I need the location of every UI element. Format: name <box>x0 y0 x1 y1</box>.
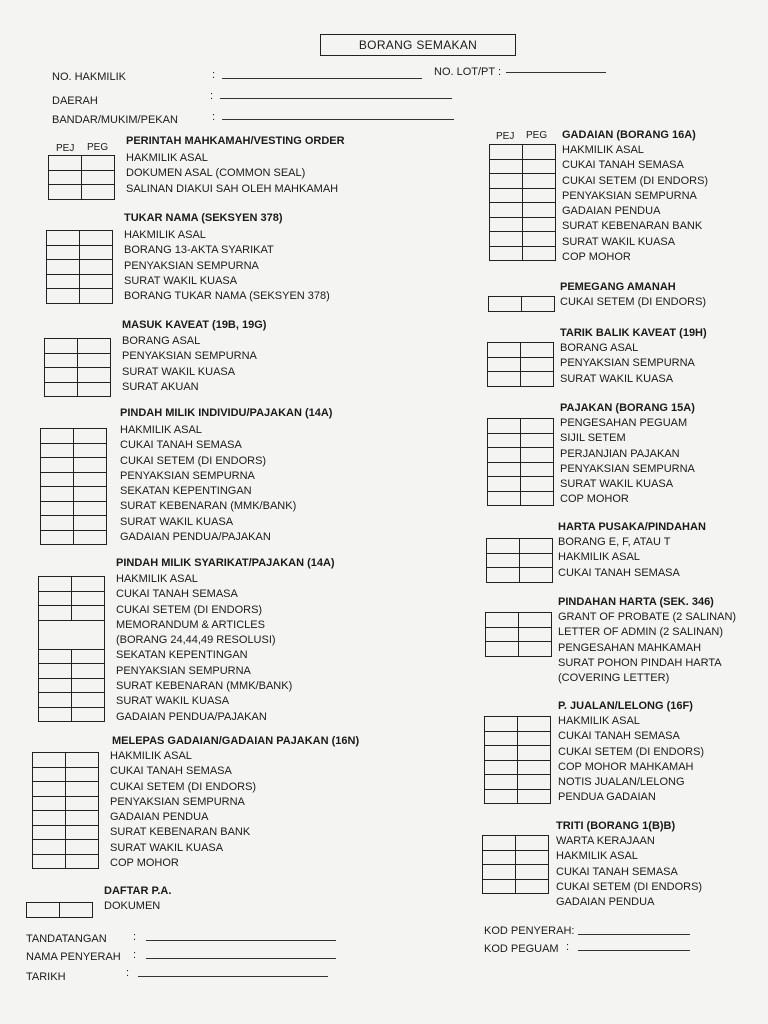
item: PENDUA GADAIAN <box>558 791 656 804</box>
section-title: PAJAKAN (BORANG 15A) <box>560 402 695 414</box>
item: CUKAI SETEM (DI ENDORS) <box>116 603 263 616</box>
section-items <box>558 610 736 686</box>
no-hakmilik-field[interactable] <box>222 78 422 79</box>
item: HAKMILIK ASAL <box>558 551 640 564</box>
item: PENGESAHAN PEGUAM <box>560 417 688 429</box>
section-items <box>558 535 680 581</box>
item: PENYAKSIAN SEMPURNA <box>116 664 251 677</box>
kod-peguam-field[interactable] <box>578 950 690 951</box>
checkbox-grid[interactable] <box>48 155 115 200</box>
item: COP MOHOR <box>560 493 629 506</box>
section-items <box>558 714 704 806</box>
item: SURAT WAKIL KUASA <box>562 235 676 248</box>
tarikh-field[interactable] <box>138 976 328 977</box>
item: SURAT WAKIL KUASA <box>122 365 236 378</box>
item: PENYAKSIAN SEMPURNA <box>124 259 259 272</box>
item: GADAIAN PENDUA <box>562 205 661 218</box>
section-title: DAFTAR P.A. <box>104 885 172 897</box>
item: BORANG E, F, ATAU T <box>558 536 671 548</box>
tarikh-label: TARIKH <box>26 971 66 983</box>
item: SEKATAN KEPENTINGAN <box>120 485 252 498</box>
checkbox-grid[interactable] <box>40 428 107 545</box>
item: MEMORANDUM & ARTICLES <box>116 618 265 631</box>
item: PENGESAHAN MAHKAMAH <box>558 641 702 654</box>
section-title: TARIK BALIK KAVEAT (19H) <box>560 327 707 339</box>
nama-penyerah-field[interactable] <box>146 958 336 959</box>
item: CUKAI SETEM (DI ENDORS) <box>558 745 705 758</box>
item: GADAIAN PENDUA/PAJAKAN <box>116 710 267 723</box>
item: GRANT OF PROBATE (2 SALINAN) <box>558 611 737 623</box>
item: PENYAKSIAN SEMPURNA <box>110 795 245 808</box>
item: DOKUMEN <box>104 900 161 912</box>
item: SIJIL SETEM <box>560 432 626 445</box>
item: GADAIAN PENDUA <box>110 811 209 824</box>
kod-penyerah-label: KOD PENYERAH: <box>484 925 575 937</box>
section-title: MELEPAS GADAIAN/GADAIAN PAJAKAN (16N) <box>112 735 360 747</box>
item: PENYAKSIAN SEMPURNA <box>562 189 697 202</box>
colon: : <box>133 949 137 961</box>
bandar-field[interactable] <box>222 119 454 120</box>
section-title: GADAIAN (BORANG 16A) <box>562 129 696 141</box>
item: CUKAI TANAH SEMASA <box>562 159 684 172</box>
checkbox-grid[interactable] <box>44 338 111 397</box>
item: WARTA KERAJAAN <box>556 835 655 847</box>
item: SURAT KEBENARAN (MMK/BANK) <box>120 500 297 513</box>
nama-penyerah-label: NAMA PENYERAH <box>26 951 121 963</box>
item: HAKMILIK ASAL <box>558 715 640 727</box>
item: BORANG ASAL <box>122 335 201 347</box>
checkbox-grid[interactable] <box>38 576 105 722</box>
section-items <box>562 143 708 265</box>
item: (BORANG 24,44,49 RESOLUSI) <box>116 634 276 647</box>
peg-header: PEG <box>87 142 109 153</box>
item: CUKAI TANAH SEMASA <box>116 588 238 601</box>
section-items <box>116 572 292 725</box>
section-title: TRITI (BORANG 1(B)B) <box>556 820 676 832</box>
item: CUKAI TANAH SEMASA <box>558 566 680 579</box>
section-title: MASUK KAVEAT (19B, 19G) <box>122 319 267 331</box>
item: CUKAI SETEM (DI ENDORS) <box>562 174 709 187</box>
no-hakmilik-label: NO. HAKMILIK <box>52 71 126 83</box>
item: PERJANJIAN PAJAKAN <box>560 447 680 460</box>
item: SEKATAN KEPENTINGAN <box>116 649 248 662</box>
checkbox-grid[interactable] <box>26 902 93 918</box>
item: COP MOHOR MAHKAMAH <box>558 760 694 773</box>
colon: : <box>212 111 216 123</box>
kod-peguam-label: KOD PEGUAM <box>484 943 559 955</box>
item: CUKAI TANAH SEMASA <box>120 439 242 452</box>
checkbox-grid[interactable] <box>489 144 556 261</box>
section-items <box>124 228 330 304</box>
item: SURAT KEBENARAN BANK <box>562 220 703 233</box>
item: BORANG TUKAR NAMA (SEKSYEN 378) <box>124 290 330 303</box>
item: SURAT WAKIL KUASA <box>560 372 674 385</box>
item: SURAT POHON PINDAH HARTA <box>558 656 722 669</box>
item: HAKMILIK ASAL <box>116 573 198 585</box>
section-items <box>560 295 706 310</box>
item: LETTER OF ADMIN (2 SALINAN) <box>558 626 724 639</box>
checkbox-grid[interactable] <box>488 296 555 312</box>
item: NOTIS JUALAN/LELONG <box>558 776 685 789</box>
section-items <box>120 423 296 545</box>
section-title: HARTA PUSAKA/PINDAHAN <box>558 521 706 533</box>
checkbox-grid[interactable] <box>32 752 99 869</box>
section-items <box>556 834 702 910</box>
item: GADAIAN PENDUA <box>556 896 655 909</box>
section-title: PINDAH MILIK SYARIKAT/PAJAKAN (14A) <box>116 557 335 569</box>
item: PENYAKSIAN SEMPURNA <box>560 462 695 475</box>
colon: : <box>566 941 570 953</box>
item: HAKMILIK ASAL <box>124 229 206 241</box>
item: BORANG ASAL <box>560 342 639 354</box>
item: CUKAI TANAH SEMASA <box>558 730 680 743</box>
colon: : <box>126 967 130 979</box>
colon: : <box>133 931 137 943</box>
item: BORANG 13-AKTA SYARIKAT <box>124 244 274 257</box>
item: SURAT WAKIL KUASA <box>116 695 230 708</box>
section-items <box>122 334 257 395</box>
item: SURAT WAKIL KUASA <box>110 841 224 854</box>
item: DOKUMEN ASAL (COMMON SEAL) <box>126 167 306 180</box>
checkbox-grid[interactable] <box>487 342 554 387</box>
item: SURAT WAKIL KUASA <box>124 274 238 287</box>
daerah-label: DAERAH <box>52 95 98 107</box>
item: SALINAN DIAKUI SAH OLEH MAHKAMAH <box>126 182 339 195</box>
section-title: PINDAHAN HARTA (SEK. 346) <box>558 596 714 608</box>
item: HAKMILIK ASAL <box>126 152 208 164</box>
item: COP MOHOR <box>110 857 179 870</box>
section-title: PEMEGANG AMANAH <box>560 281 676 293</box>
colon: : <box>212 69 216 81</box>
item: HAKMILIK ASAL <box>556 850 638 863</box>
item: CUKAI SETEM (DI ENDORS) <box>120 454 267 467</box>
item: CUKAI SETEM (DI ENDORS) <box>556 880 703 893</box>
item: COP MOHOR <box>562 251 631 264</box>
pej-header: PEJ <box>56 143 75 154</box>
section-title: PERINTAH MAHKAMAH/VESTING ORDER <box>126 135 345 147</box>
item: HAKMILIK ASAL <box>562 144 644 156</box>
daerah-field[interactable] <box>220 98 452 99</box>
tandatangan-field[interactable] <box>146 940 336 941</box>
item: SURAT WAKIL KUASA <box>120 515 234 528</box>
peg-header: PEG <box>526 130 548 141</box>
checkbox-grid[interactable] <box>487 418 554 506</box>
form-title: BORANG SEMAKAN <box>320 34 516 56</box>
item: CUKAI TANAH SEMASA <box>110 765 232 778</box>
item: SURAT KEBENARAN (MMK/BANK) <box>116 680 293 693</box>
item: CUKAI SETEM (DI ENDORS) <box>110 780 257 793</box>
section-items <box>110 749 256 871</box>
section-items <box>560 341 695 387</box>
item: GADAIAN PENDUA/PAJAKAN <box>120 531 271 544</box>
pej-header: PEJ <box>496 131 515 142</box>
item: CUKAI SETEM (DI ENDORS) <box>560 296 707 308</box>
section-title: TUKAR NAMA (SEKSYEN 378) <box>124 212 283 224</box>
item: PENYAKSIAN SEMPURNA <box>560 357 695 370</box>
checkbox-grid[interactable] <box>482 835 549 894</box>
checkbox-grid[interactable] <box>484 716 551 804</box>
item: SURAT WAKIL KUASA <box>560 478 674 491</box>
bandar-label: BANDAR/MUKIM/PEKAN <box>52 114 178 126</box>
item: SURAT AKUAN <box>122 380 199 393</box>
item: CUKAI TANAH SEMASA <box>556 865 678 878</box>
no-lot-field[interactable] <box>506 72 606 73</box>
item: (COVERING LETTER) <box>558 672 670 685</box>
section-items <box>126 151 338 197</box>
item: HAKMILIK ASAL <box>110 750 192 762</box>
tandatangan-label: TANDATANGAN <box>26 933 107 945</box>
section-title: PINDAH MILIK INDIVIDU/PAJAKAN (14A) <box>120 407 333 419</box>
kod-penyerah-field[interactable] <box>578 934 690 935</box>
colon: : <box>210 90 214 102</box>
no-lot-label: NO. LOT/PT : <box>434 66 502 78</box>
item: PENYAKSIAN SEMPURNA <box>122 350 257 363</box>
checkbox-grid[interactable] <box>46 230 113 304</box>
item: HAKMILIK ASAL <box>120 424 202 436</box>
item: PENYAKSIAN SEMPURNA <box>120 469 255 482</box>
section-items <box>104 899 160 914</box>
checkbox-grid[interactable] <box>486 538 553 583</box>
item: SURAT KEBENARAN BANK <box>110 826 251 839</box>
checkbox-grid[interactable] <box>485 612 552 657</box>
section-items <box>560 416 695 508</box>
section-title: P. JUALAN/LELONG (16F) <box>558 700 693 712</box>
